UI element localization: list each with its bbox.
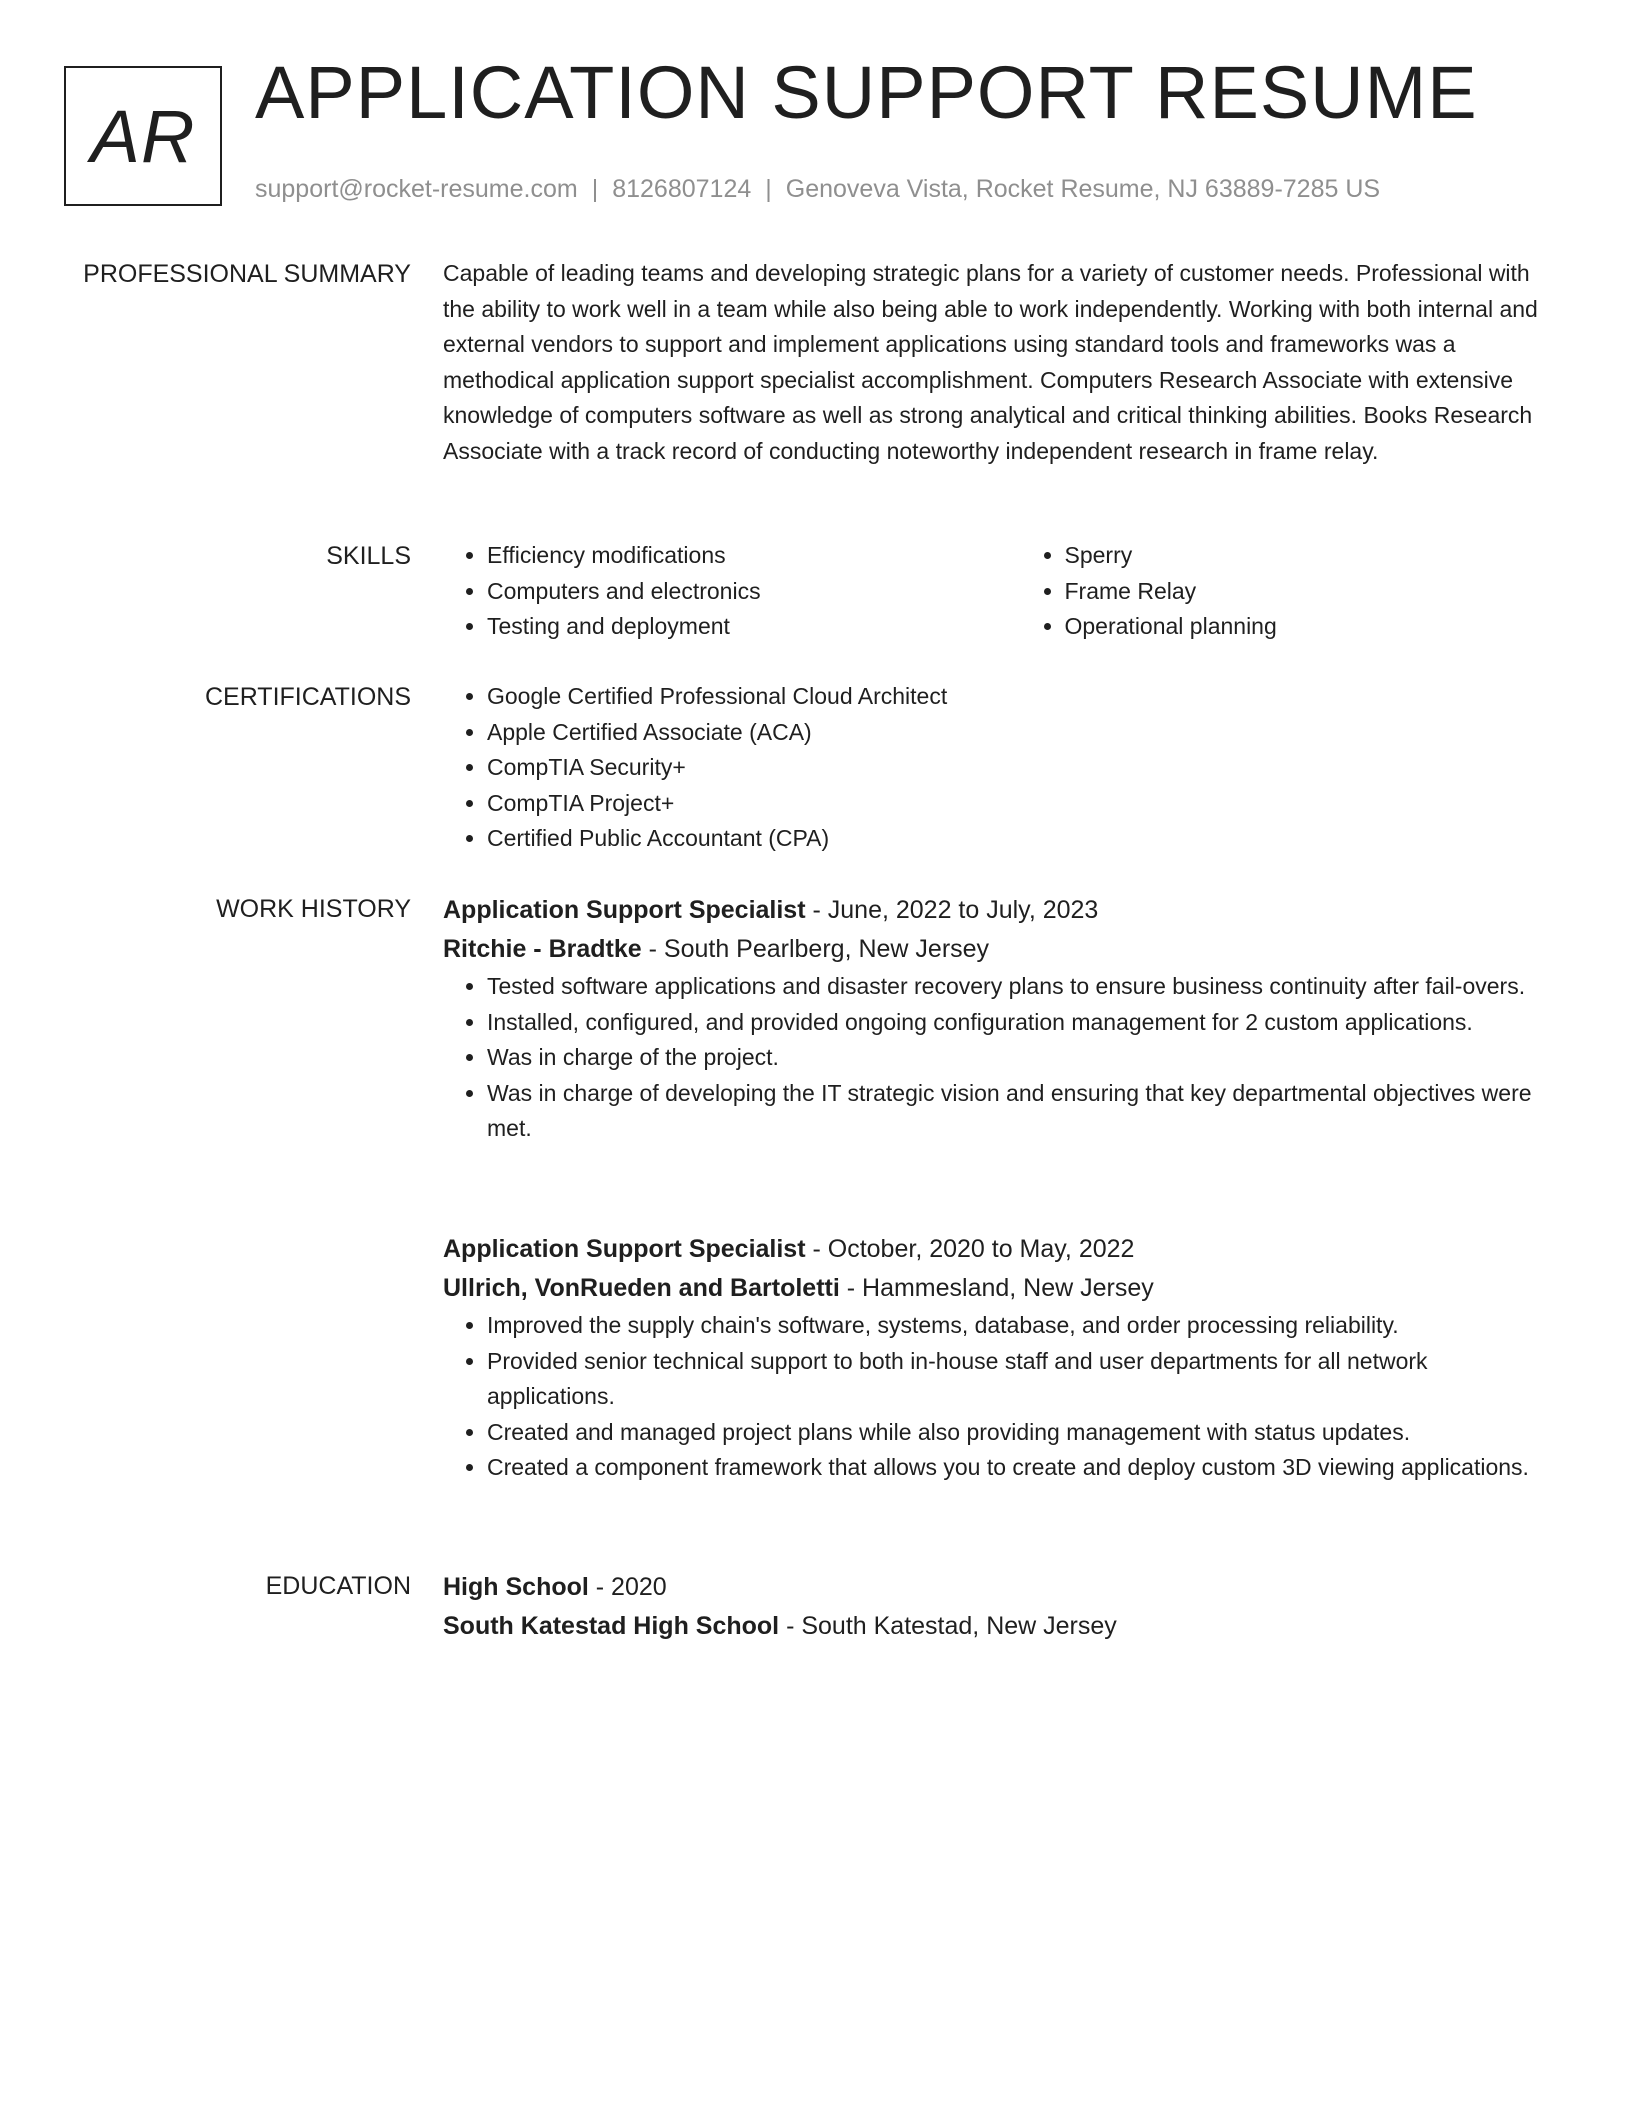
job-bullet: • Created and managed project plans while also providing management with status updates.	[487, 1415, 1555, 1451]
job-bullet: • Was in charge of the project.	[487, 1040, 1555, 1076]
job-bullet: • Tested software applications and disaster recovery plans to ensure business continuity after fail-overs.	[487, 969, 1555, 1005]
skill-item: • Efficiency modifications	[487, 538, 978, 574]
section-label-summary: PROFESSIONAL SUMMARY	[83, 260, 411, 288]
contact-line	[255, 174, 1380, 204]
education-year: - 2020	[588, 1573, 667, 1601]
job-company: Ullrich, VonRueden and Bartoletti	[443, 1274, 840, 1302]
certification-item: • Google Certified Professional Cloud Architect	[487, 679, 1555, 715]
section-label-skills: SKILLS	[326, 542, 411, 570]
education-school: South Katestad High School	[443, 1612, 780, 1640]
job-location: - South Pearlberg, New Jersey	[641, 935, 990, 963]
resume-title: APPLICATION SUPPORT RESUME	[255, 51, 1478, 134]
job-bullet-list	[443, 969, 1555, 1147]
job-company-line	[443, 1269, 1555, 1308]
job-bullet: • Provided senior technical support to both in-house staff and user departments for all network applications.	[487, 1344, 1555, 1415]
job-title: Application Support Specialist	[443, 896, 806, 924]
education-degree-line	[443, 1568, 1555, 1607]
summary-body	[443, 256, 1555, 470]
job-location: - Hammesland, New Jersey	[839, 1274, 1154, 1302]
job-title-line	[443, 1230, 1555, 1269]
job-bullet: • Created a component framework that allows you to create and deploy custom 3D viewing applications.	[487, 1450, 1555, 1486]
education-body	[443, 1568, 1555, 1646]
job-company: Ritchie - Bradtke	[443, 935, 642, 963]
certification-item: • Apple Certified Associate (ACA)	[487, 715, 1555, 751]
certification-item: • Certified Public Accountant (CPA)	[487, 821, 1555, 857]
contact-separator: |	[591, 175, 599, 203]
job-title-line	[443, 891, 1555, 930]
certification-item: • CompTIA Security+	[487, 750, 1555, 786]
skills-list-left	[443, 538, 978, 645]
monogram-badge: AR	[64, 66, 222, 206]
certifications-list	[443, 679, 1555, 857]
skills-list-right	[1021, 538, 1556, 645]
education-location: - South Katestad, New Jersey	[779, 1612, 1117, 1640]
education-school-line	[443, 1607, 1555, 1646]
skill-item: • Testing and deployment	[487, 609, 978, 645]
job-bullet: • Installed, configured, and provided ongoing configuration management for 2 custom applications.	[487, 1005, 1555, 1041]
skill-item: • Sperry	[1065, 538, 1556, 574]
job-bullet: • Was in charge of developing the IT strategic vision and ensuring that key departmental objectives were met.	[487, 1076, 1555, 1147]
skill-item: • Frame Relay	[1065, 574, 1556, 610]
contact-phone: 8126807124	[612, 175, 752, 203]
job-entry	[443, 891, 1555, 1147]
job-title: Application Support Specialist	[443, 1235, 806, 1263]
job-dates: - October, 2020 to May, 2022	[805, 1235, 1135, 1263]
skill-item: • Computers and electronics	[487, 574, 978, 610]
skills-body	[443, 538, 1555, 645]
certification-item: • CompTIA Project+	[487, 786, 1555, 822]
job-company-line	[443, 930, 1555, 969]
contact-address: Genoveva Vista, Rocket Resume, NJ 63889-7285 US	[785, 175, 1381, 203]
certifications-body	[443, 679, 1555, 857]
job-entry	[443, 1230, 1555, 1486]
summary-text: Capable of leading teams and developing strategic plans for a variety of customer needs. Professional with the ability to work well in a team while also being able to work independently. Working with both internal and external vendors to support and implement applications using standard tools and frameworks was a methodical application support specialist accomplishment. Computers Research Associate with extensive knowledge of computers software as well as strong analytical and critical thinking abilities. Books Research Associate with a track record of conducting noteworthy independent research in frame relay.	[443, 260, 1538, 464]
skill-item: • Operational planning	[1065, 609, 1556, 645]
job-dates: - June, 2022 to July, 2023	[805, 896, 1099, 924]
job-bullet: • Improved the supply chain's software, systems, database, and order processing reliability.	[487, 1308, 1555, 1344]
job-bullet-list	[443, 1308, 1555, 1486]
section-label-certifications: CERTIFICATIONS	[204, 683, 411, 711]
section-label-education: EDUCATION	[265, 1572, 411, 1600]
contact-separator: |	[765, 175, 772, 203]
contact-email: support@rocket-resume.com	[255, 175, 578, 203]
section-label-work-history: WORK HISTORY	[216, 895, 411, 923]
education-degree: High School	[443, 1573, 589, 1601]
